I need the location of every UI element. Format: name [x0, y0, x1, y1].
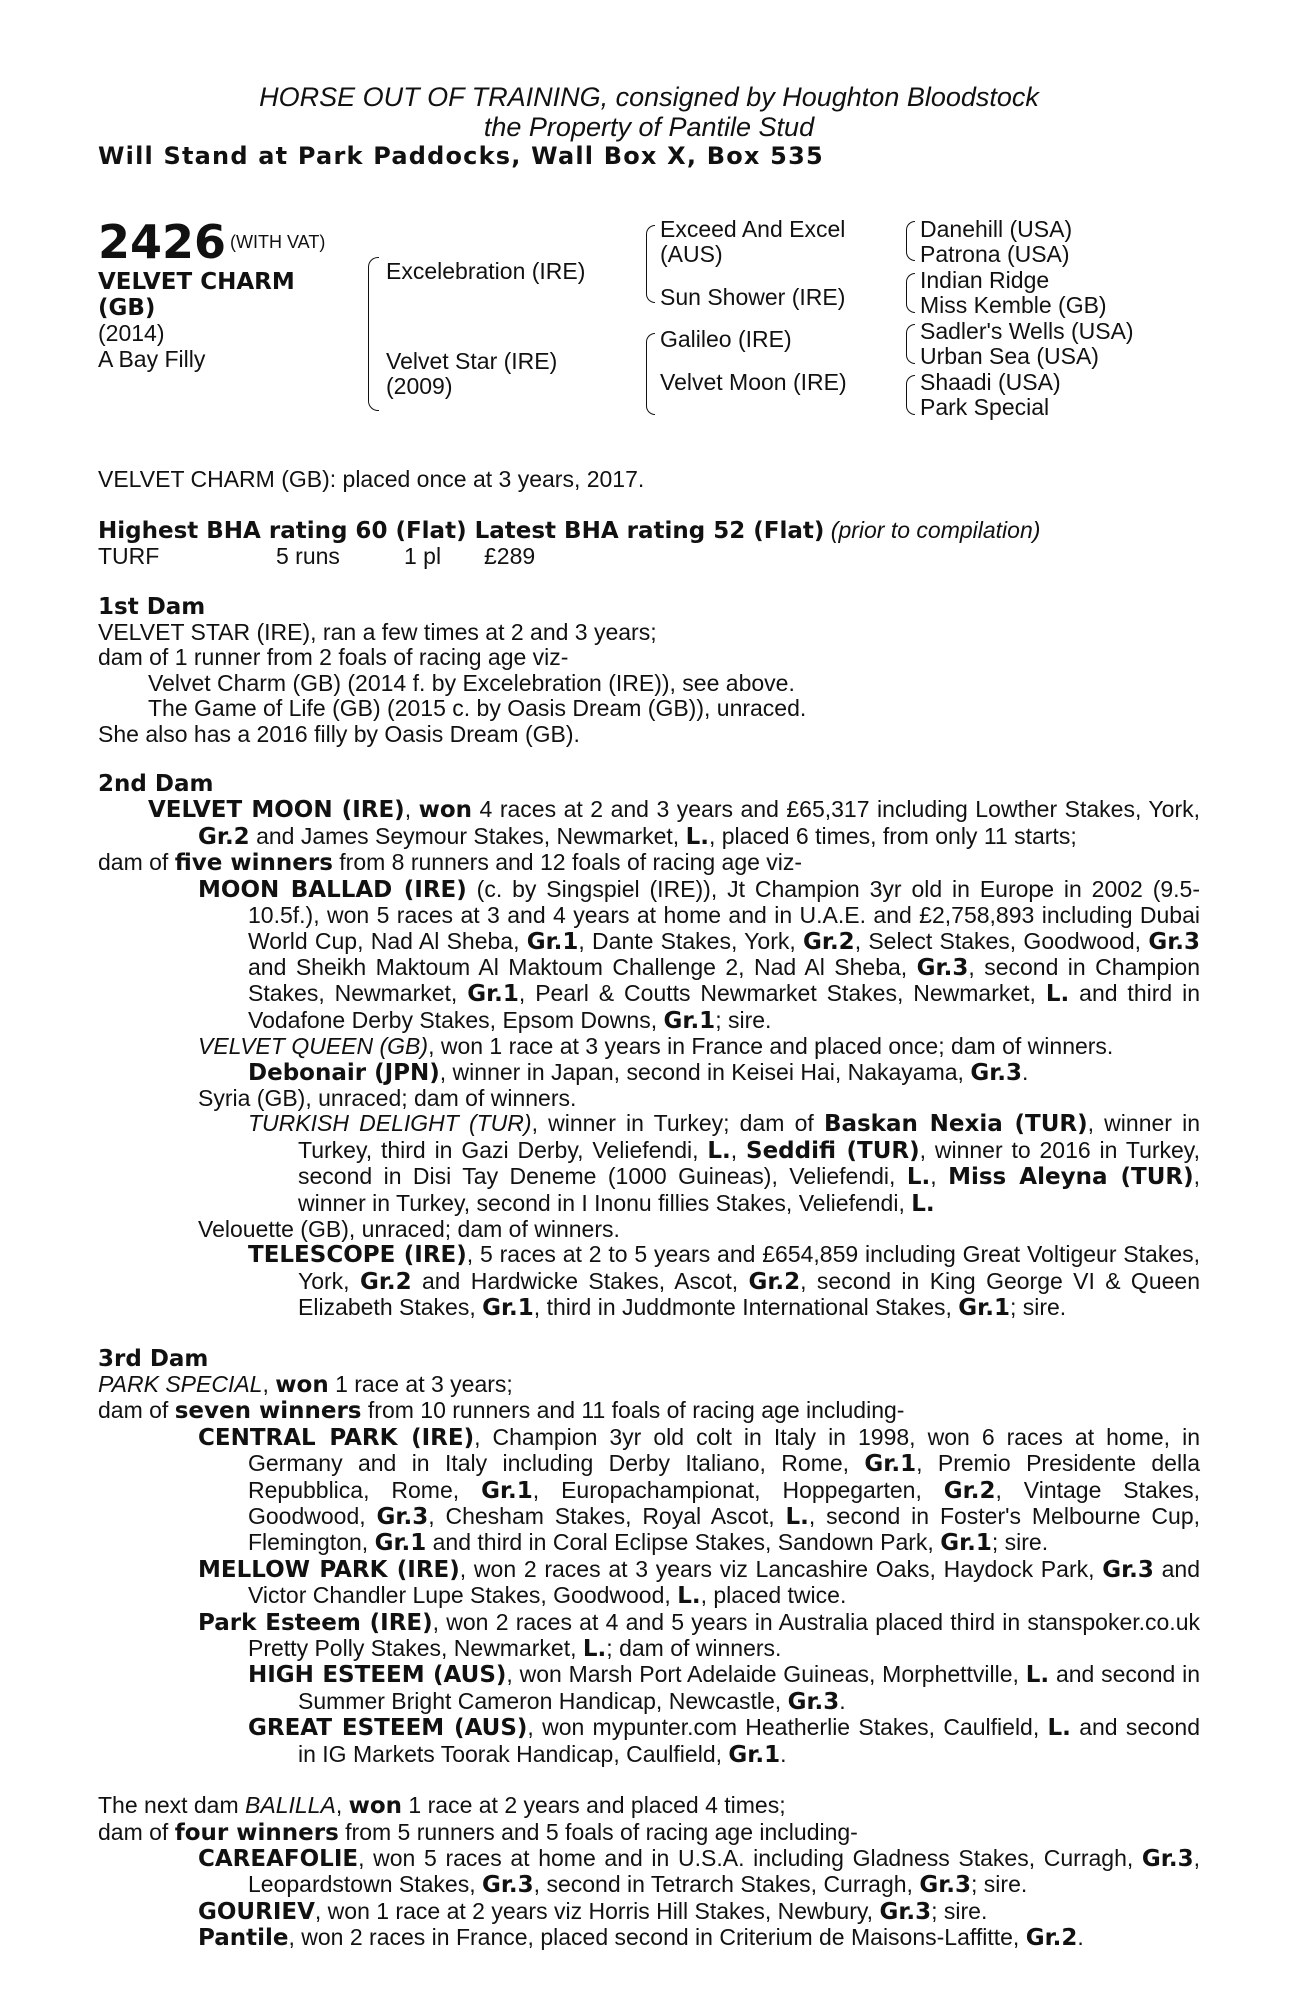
- sire-dam-brace: [368, 257, 379, 411]
- race-record: TURF 5 runs 1 pl £289: [98, 543, 536, 570]
- third-dam-heading: 3rd Dam: [98, 1345, 209, 1372]
- gen3-brace-3: [906, 324, 915, 364]
- pedigree-dds: Shaadi (USA): [920, 369, 1061, 396]
- pedigree-ds: Galileo (IRE): [660, 326, 792, 353]
- produce-item: The Game of Life (GB) (2015 c. by Oasis Dream (GB)), unraced.: [148, 695, 807, 722]
- horse-name: VELVET CHARM: [98, 269, 295, 296]
- property-line: the Property of Pantile Stud: [483, 112, 815, 142]
- pedigree-sd: Sun Shower (IRE): [660, 284, 846, 311]
- vat-label: (WITH VAT): [230, 232, 326, 253]
- produce-central-park: CENTRAL PARK (IRE), Champion 3yr old colt in Italy in 1998, won 6 races at home, in Germany and in Italy including Derby Italiano, Rome, Gr.1, Premio Presidente della Repubblica, Rome, Gr.1, Europachampionat, Hoppegarten, Gr.2, Vintage Stakes, Goodwood, Gr.3, Chesham Stakes, Royal Ascot, L., second in Foster's Melbourne Cup, Flemington, Gr.1 and third in Coral Eclipse Stakes, Sandown Park, Gr.1; sire.: [198, 1423, 1201, 1557]
- produce-velouette: Velouette (GB), unraced; dam of winners.: [198, 1215, 620, 1242]
- third-dam-record: PARK SPECIAL, won 1 race at 3 years;: [98, 1371, 513, 1398]
- first-dam-produce: dam of 1 runner from 2 foals of racing age viz-: [98, 644, 569, 671]
- pedigree-dss: Sadler's Wells (USA): [920, 318, 1134, 345]
- gen3-brace-4: [906, 375, 915, 415]
- pedigree-dd: Velvet Moon (IRE): [660, 369, 847, 396]
- horse-description: A Bay Filly: [98, 346, 206, 373]
- pedigree-sds: Indian Ridge: [920, 267, 1050, 294]
- horse-country: (GB): [98, 295, 156, 322]
- pedigree-dam: Velvet Star (IRE): [386, 348, 558, 375]
- foaling-year: (2014): [98, 320, 165, 347]
- gen3-brace-2: [906, 273, 915, 313]
- pedigree-ss: Exceed And Excel: [660, 216, 846, 243]
- produce-gouriev: GOURIEV, won 1 race at 2 years viz Horris Hill Stakes, Newbury, Gr.3; sire.: [198, 1897, 988, 1925]
- second-dam-produce: dam of five winners from 8 runners and 12 foals of racing age viz-: [98, 849, 803, 877]
- produce-pantile: Pantile, won 2 races in France, placed second in Criterium de Maisons-Laffitte, Gr.2.: [198, 1924, 1084, 1952]
- gen3-brace-1: [906, 221, 915, 261]
- stabling-line: Will Stand at Park Paddocks, Wall Box X, Box 535: [98, 142, 824, 170]
- produce-park-esteem: Park Esteem (IRE), won 2 races at 4 and 5 years in Australia placed third in stanspoker.co.uk Pretty Polly Stakes, Newmarket, L.; dam of winners.: [198, 1608, 1200, 1663]
- pedigree-block: [98, 215, 1200, 467]
- race-summary: VELVET CHARM (GB): placed once at 3 years, 2017.: [98, 466, 645, 493]
- produce-high-esteem: HIGH ESTEEM (AUS), won Marsh Port Adelaide Guineas, Morphettville, L. and second in Summer Bright Cameron Handicap, Newcastle, Gr.3.: [248, 1661, 1200, 1715]
- produce-moon-ballad: MOON BALLAD (IRE) (c. by Singspiel (IRE)), Jt Champion 3yr old in Europe in 2002 (9.5-10.5f.), won 5 races at 3 and 4 years at home and in U.A.E. and £2,758,893 including Dubai World Cup, Nad Al Sheba, Gr.1, Dante Stakes, York, Gr.2, Select Stakes, Goodwood, Gr.3 and Sheikh Maktoum Al Maktoum Challenge 2, Nad Al Sheba, Gr.3, second in Champion Stakes, Newmarket, Gr.1, Pearl & Coutts Newmarket Stakes, Newmarket, L. and third in Vodafone Derby Stakes, Epsom Downs, Gr.1; sire.: [198, 875, 1201, 1034]
- first-dam-line: VELVET STAR (IRE), ran a few times at 2 and 3 years;: [98, 619, 657, 646]
- pedigree-sire: Excelebration (IRE): [386, 258, 586, 285]
- first-dam-heading: 1st Dam: [98, 593, 206, 620]
- first-dam-note: She also has a 2016 filly by Oasis Dream (GB).: [98, 720, 580, 747]
- pedigree-ddd: Park Special: [920, 394, 1050, 421]
- pedigree-sss: Danehill (USA): [920, 216, 1073, 243]
- sire-line-brace: [646, 225, 655, 303]
- pedigree-sdd: Miss Kemble (GB): [920, 292, 1107, 319]
- second-dam-record: VELVET MOON (IRE), won 4 races at 2 and 3 years and £65,317 including Lowther Stakes, York, Gr.2 and James Seymour Stakes, Newmarket, L., placed 6 times, from only 11 starts;: [148, 796, 1201, 850]
- rating-note: (prior to compilation): [830, 516, 1041, 543]
- produce-turkish-delight: TURKISH DELIGHT (TUR), winner in Turkey; dam of Baskan Nexia (TUR), winner in Turkey, third in Gazi Derby, Veliefendi, L., Seddifi (TUR), winner to 2016 in Turkey, second in Disi Tay Deneme (1000 Guineas), Veliefendi, L., Miss Aleyna (TUR), winner in Turkey, second in I Inonu fillies Stakes, Veliefendi, L.: [248, 1110, 1201, 1217]
- produce-telescope: TELESCOPE (IRE), 5 races at 2 to 5 years and £654,859 including Great Voltigeur Stakes, York, Gr.2 and Hardwicke Stakes, Ascot, Gr.2, second in King George VI & Queen Elizabeth Stakes, Gr.1, third in Juddmonte International Stakes, Gr.1; sire.: [248, 1241, 1201, 1322]
- lot-number: 2426 $^{(WITH VAT)}$: [98, 215, 326, 270]
- produce-syria: Syria (GB), unraced; dam of winners.: [198, 1084, 577, 1111]
- pedigree-ssd: Patrona (USA): [920, 241, 1070, 268]
- produce-great-esteem: GREAT ESTEEM (AUS), won mypunter.com Heatherlie Stakes, Caulfield, L. and second in IG Markets Toorak Handicap, Caulfield, Gr.1.: [248, 1714, 1201, 1768]
- next-dam-record: The next dam BALILLA, won 1 race at 2 years and placed 4 times;: [98, 1792, 786, 1820]
- pedigree-dam-year: (2009): [386, 373, 453, 400]
- dam-line-brace: [646, 333, 655, 415]
- pedigree-dsd: Urban Sea (USA): [920, 343, 1099, 370]
- pedigree-ss-country: (AUS): [660, 241, 723, 268]
- produce-item: Velvet Charm (GB) (2014 f. by Excelebration (IRE)), see above.: [148, 669, 795, 696]
- consignor-line: HORSE OUT OF TRAINING, consigned by Houghton Bloodstock: [259, 82, 1039, 112]
- produce-mellow-park: MELLOW PARK (IRE), won 2 races at 3 years viz Lancashire Oaks, Haydock Park, Gr.3 and Victor Chandler Lupe Stakes, Goodwood, L., placed twice.: [198, 1555, 1201, 1610]
- catalogue-page: [98, 82, 1200, 1952]
- next-dam-produce: dam of four winners from 5 runners and 5 foals of racing age including-: [98, 1818, 858, 1846]
- second-dam-heading: 2nd Dam: [98, 771, 214, 798]
- produce-velvet-queen: VELVET QUEEN (GB), won 1 race at 3 years in France and placed once; dam of winners.: [198, 1033, 1114, 1060]
- produce-debonair: Debonair (JPN), winner in Japan, second in Keisei Hai, Nakayama, Gr.3.: [248, 1058, 1029, 1086]
- rating-line: Highest BHA rating 60 (Flat) Latest BHA rating 52 (Flat) (prior to compilation): [98, 516, 1041, 544]
- produce-careafolie: CAREAFOLIE, won 5 races at home and in U.S.A. including Gladness Stakes, Curragh, Gr.3, Leopardstown Stakes, Gr.3, second in Tetrarch Stakes, Curragh, Gr.3; sire.: [198, 1844, 1200, 1899]
- third-dam-produce: dam of seven winners from 10 runners and 11 foals of racing age including-: [98, 1397, 905, 1425]
